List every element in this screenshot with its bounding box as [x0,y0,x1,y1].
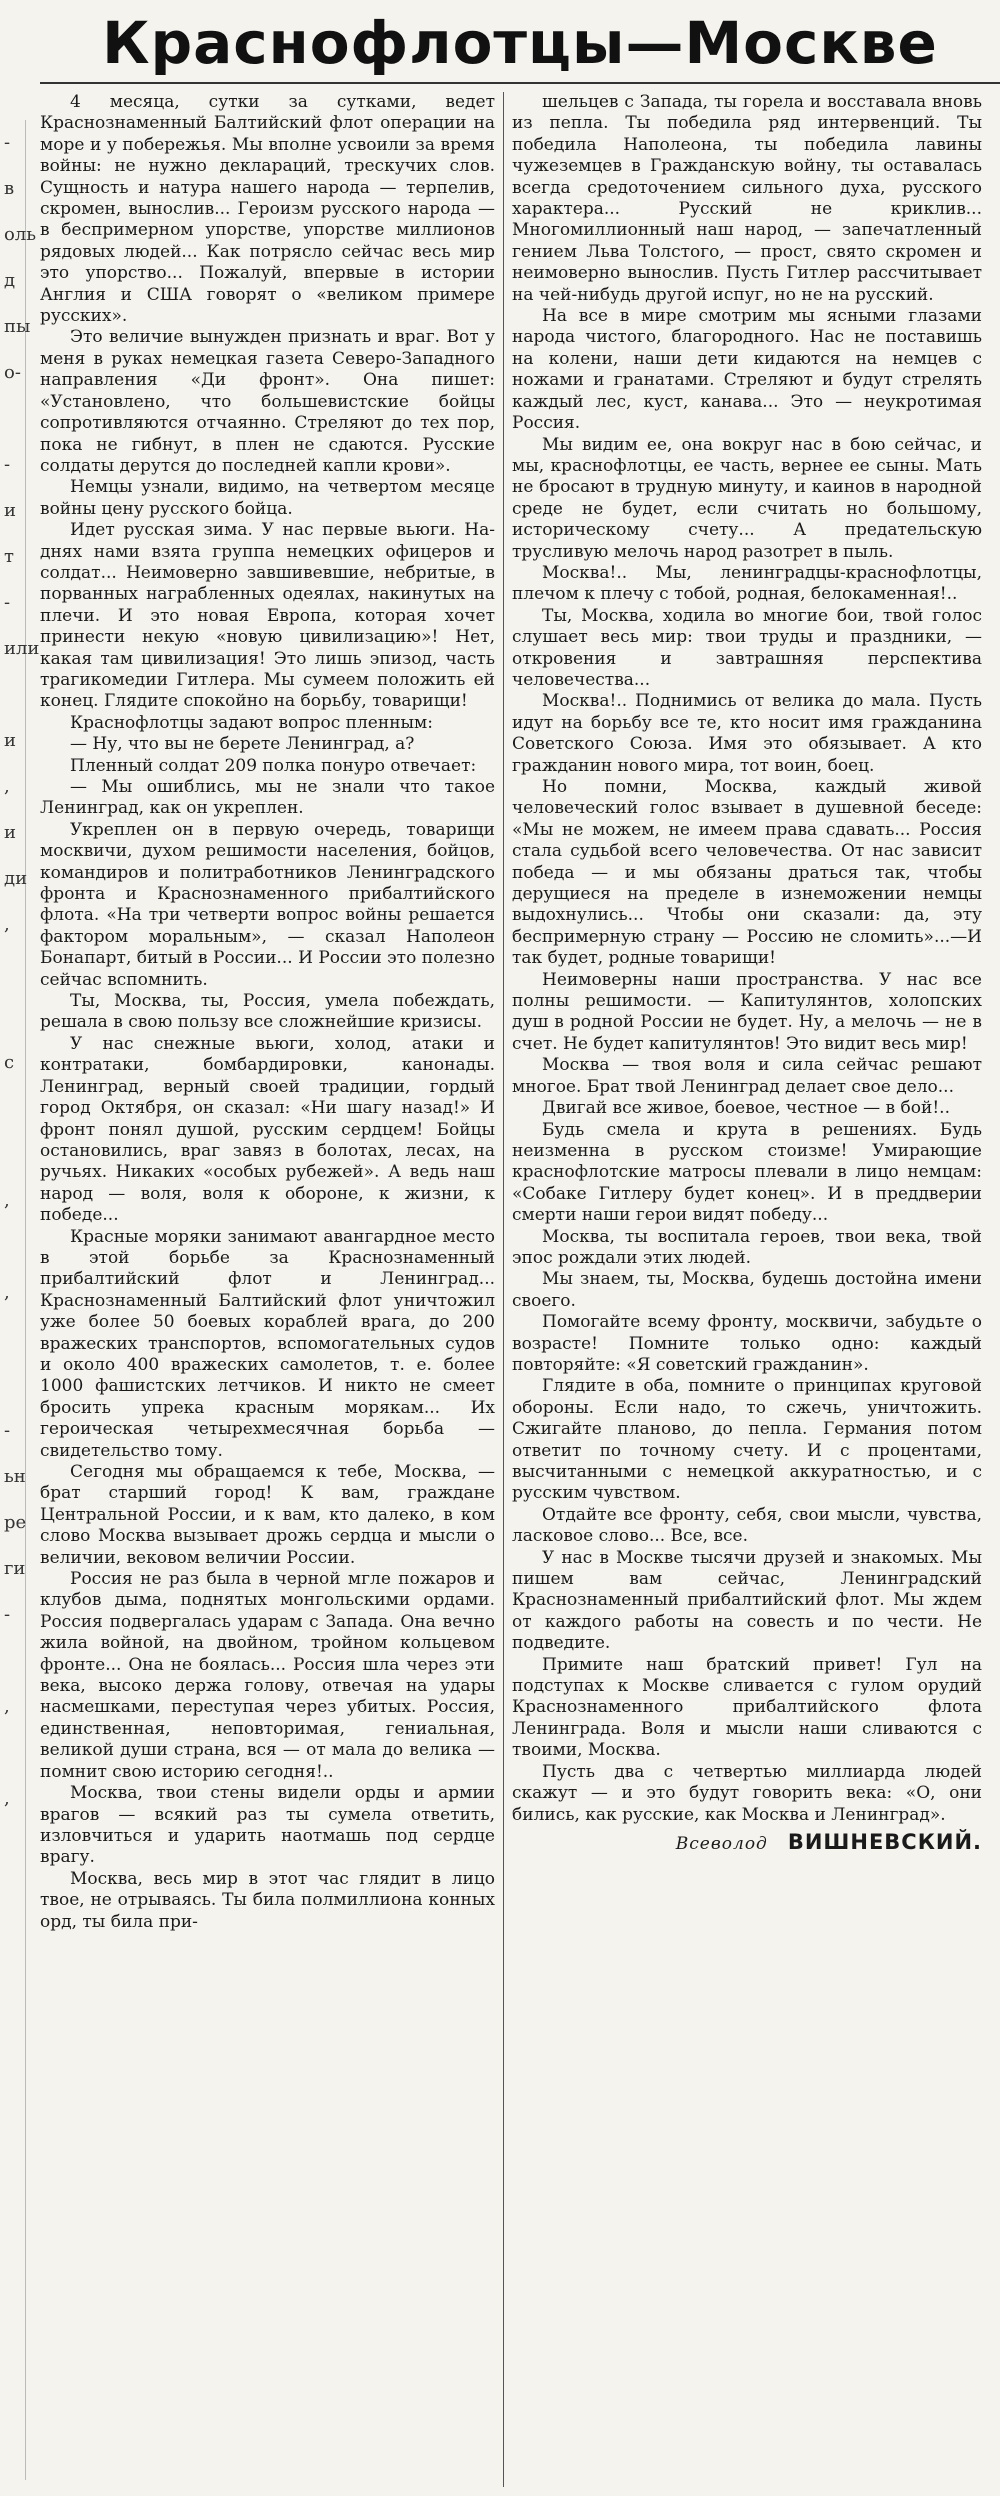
article-paragraph: Глядите в оба, помните о принципах круговой обороны. Если надо, то сжечь, уничтожить. Сжигайте планово, до пепла. Германия потом ответит по точному счету. И с процентами, высчитанными с немецкой аккуратностью, и с русским чувством. [512,1376,982,1504]
author-surname: ВИШНЕВСКИЙ. [787,1829,982,1854]
article-paragraph: Двигай все живое, боевое, честное — в бой!.. [542,1098,950,1119]
article-paragraph: — Мы ошиблись, мы не знали что такое Ленинград, как он укреплен. [40,777,495,819]
article-paragraph: Москва, твои стены видели орды и армии врагов — всякий раз ты сумела ответить, изловчиться и ударить наотмашь под сердце врагу. [40,1783,495,1868]
article-paragraph: Ты, Москва, ты, Россия, умела побеждать, решала в свою пользу все сложнейшие кризисы. [40,991,495,1033]
article-paragraph: Будь смела и крута в решениях. Будь неизменна в русском стоизме! Умирающие краснофлотские матросы плевали в лицо немцам: «Собаке Гитлеру будет конец». И в преддверии смерти наши герои видят победу... [512,1119,982,1226]
article-paragraph: У нас в Москве тысячи друзей и знакомых. Мы пишем вам сейчас, Ленинградский Краснознаменный прибалтийский флот. Мы ждем от каждого работы на совесть и по чести. Не подведите. [512,1547,982,1654]
article-paragraph: Мы знаем, ты, Москва, будешь достойна имени своего. [512,1269,982,1311]
article-paragraph: Краснофлотцы задают вопрос пленным: [70,712,434,733]
article-paragraph: Москва!.. Поднимись от велика до мала. Пусть идут на борьбу все те, кто носит имя гражданина Советского Союза. Имя это обязывает. А кто гражданин нового мира, тот воин, боец. [512,691,982,776]
article-paragraph: — Ну, что вы не берете Ленинград, а? [70,734,415,755]
article-paragraph: Отдайте все фронту, себя, свои мысли, чувства, ласковое слово... Все, все. [512,1504,982,1547]
article-column-left [40,92,495,2492]
article-paragraph: Укреплен он в первую очередь, товарищи москвичи, духом решимости населения, бойцов, командиров и политработников Ленинградского фронта и Краснознаменного прибалтийского флота. «На три четверти вопрос войны решается фактором моральным», — сказал Наполеон Бонапарт, битый в России... И России это полезно сейчас вспомнить. [40,819,495,990]
article-paragraph: Это величие вынужден признать и враг. Вот у меня в руках немецкая газета Северо-Западного направления «Ди фронт». Она пишет: «Установлено, что большевистские бойцы сопротивляются отчаянно. Стреляют до тех пор, пока не гибнут, в плен не сдаются. Русские солдаты дерутся до последней капли крови». [40,327,495,476]
article-paragraph: Сегодня мы обращаемся к тебе, Москва, — брат старший город! К вам, граждане Центральной России, и к вам, кто далеко, в ком слово Москва вызывает дрожь сердца и мысли о величии, вековом величии России. [40,1462,495,1568]
article-paragraph: Пленный солдат 209 полка понуро отвечает: [70,755,477,776]
article-headline: Краснофлотцы—Москве [40,4,1000,84]
article-paragraph: Ты, Москва, ходила во многие бои, твой голос слушает весь мир: твои труды и праздники, — откровения и завтрашняя перспектива человечества... [512,605,982,690]
article-paragraph: Россия не раз была в черной мгле пожаров и клубов дыма, поднятых монгольскими ордами. Россия подвергалась ударам с Запада. Она вечно жила войной, на двойном, тройном кольцевом фронте... Она не боялась... Россия шла через эти века, высоко держа голову, отвечая на удары насмешками, переступая через убитых. Россия, единственная, неповторимая, гениальная, великой души страна, вся — от мала до велика — помнит свою историю сегодня!.. [40,1569,495,1782]
article-paragraph: На все в мире смотрим мы ясными глазами народа чистого, благородного. Нас не поставишь на колени, наши дети кидаются на немцев с ножами и гранатами. Стреляют и будут стрелять каждый лес, куст, канава... Это — неукротимая Россия. [512,306,982,434]
article-paragraph: Москва!.. Мы, ленинградцы-краснофлотцы, плечом к плечу с тобой, родная, белокаменная!.. [512,562,982,605]
article-paragraph: 4 месяца, сутки за сутками, ведет Краснознаменный Балтийский флот операции на море и у побережья. Мы вполне усвоили за время войны: не нужно деклараций, трескучих слов. Сущность и натура нашего народа — терпелив, скромен, вынослив... Героизм русского народа — в беспримерном упорстве, упорстве миллионов рядовых людей... Как потрясло сейчас весь мир это упорство... Пожалуй, впервые в истории Англия и США говорят о «великом примере русских». [40,92,495,327]
article-paragraph: Красные моряки занимают авангардное место в этой борьбе за Краснознаменный прибалтийский флот и Ленинград... Краснознаменный Балтийский флот уничтожил уже более 50 боевых кораблей врага, до 200 вражеских транспортов, вспомогательных судов и около 400 вражеских самолетов, т. е. более 1000 фашистских летчиков. И никто не смеет бросить упрека красным морякам... Их героическая четырехмесячная борьба — свидетельство тому. [40,1226,495,1461]
article-paragraph: Неимоверны наши пространства. У нас все полны решимости. — Капитулянтов, холопских душ в родной России не будет. Ну, а мелочь — не в счет. Не будет капитулянтов! Это видит весь мир! [512,969,982,1054]
author-given-name: Всеволод [675,1833,768,1854]
article-paragraph: Москва — твоя воля и сила сейчас решают многое. Брат твой Ленинград делает свое дело... [512,1055,982,1097]
article-paragraph: Немцы узнали, видимо, на четвертом месяце войны цену русского бойца. [40,477,495,519]
article-paragraph: Москва, ты воспитала героев, твои века, твой эпос рождали этих людей. [512,1226,982,1268]
article-paragraph: шельцев с Запада, ты горела и восставала вновь из пепла. Ты победила ряд интервенций. Ты победила Наполеона, ты победила лавины чужеземцев в Гражданскую войну, ты оставалась всегда средоточением сильного духа, русского характера... Русский не криклив... Многомиллионный наш народ, — запечатленный гением Льва Толстого, — прост, свято скромен и неимоверно вынослив. Пусть Гитлер рассчитывает на чей-нибудь другой испуг, но не на русский. [512,92,982,305]
article-paragraph: Помогайте всему фронту, москвичи, забудьте о возрасте! Помните только одно: каждый повторяйте: «Я советский гражданин». [512,1312,982,1375]
article-paragraph: Идет русская зима. У нас первые вьюги. На-днях нами взята группа немецких офицеров и солдат... Неимоверно завшивевшие, небритые, в порванных награбленных одеялах, накинутых на плечи. И это новая Европа, которая хочет принести некую «новую цивилизацию»! Нет, какая там цивилизация! Это лишь эпизод, часть трагикомедии Гитлера. Мы сумеем положить ей конец. Глядите спокойно на борьбу, товарищи! [40,520,495,712]
article-paragraph: Но помни, Москва, каждый живой человеческий голос взывает в душевной беседе: «Мы не можем, не имеем права сдавать... Россия стала судьбой всего человечества. От нас зависит победа — и мы обязаны драться так, чтобы дерущиеся на пределе в изнеможении немцы выдохнулись... Чтобы они сказали: да, эту беспримерную страну — Россию не сломить»...—И так будет, родные товарищи! [512,777,982,969]
column-divider [503,92,504,2487]
article-paragraph: Примите наш братский привет! Гул на подступах к Москве сливается с гулом орудий Краснознаменного прибалтийского флота Ленинграда. Воля и мысли наши сливаются с твоими, Москва. [512,1654,982,1761]
article-paragraph: Пусть два с четвертью миллиарда людей скажут — и это будут говорить века: «О, они бились, как русские, как Москва и Ленинград». [512,1761,982,1825]
left-margin-fragments: - в оль д пы о- - и т - или и , и ди , с , , - ьн ре ги - , , [0,120,26,2480]
article-paragraph: Мы видим ее, она вокруг нас в бою сейчас, и мы, краснофлотцы, ее часть, вернее ее сыны. Мать не бросают в трудную минуту, и каинов в народной среде не будет, если считать но большому, историческому счету... А предательскую трусливую мелочь народ разотрет в пыль. [512,434,982,562]
article-paragraph: Москва, весь мир в этот час глядит в лицо твое, не отрываясь. Ты била полмиллиона конных орд, ты била при- [40,1868,495,1932]
author-signature [512,1829,982,1855]
article-column-right [512,92,982,2492]
article-paragraph: У нас снежные вьюги, холод, атаки и контратаки, бомбардировки, канонады. Ленинград, верный своей традиции, гордый город Октября, он сказал: «Ни шагу назад!» И фронт понял душой, русским сердцем! Бойцы остановились, враг завяз в болотах, лесах, на ручьях. Никаких «особых рубежей». А ведь наш народ — воля, воля к обороне, к жизни, к победе... [40,1033,495,1226]
